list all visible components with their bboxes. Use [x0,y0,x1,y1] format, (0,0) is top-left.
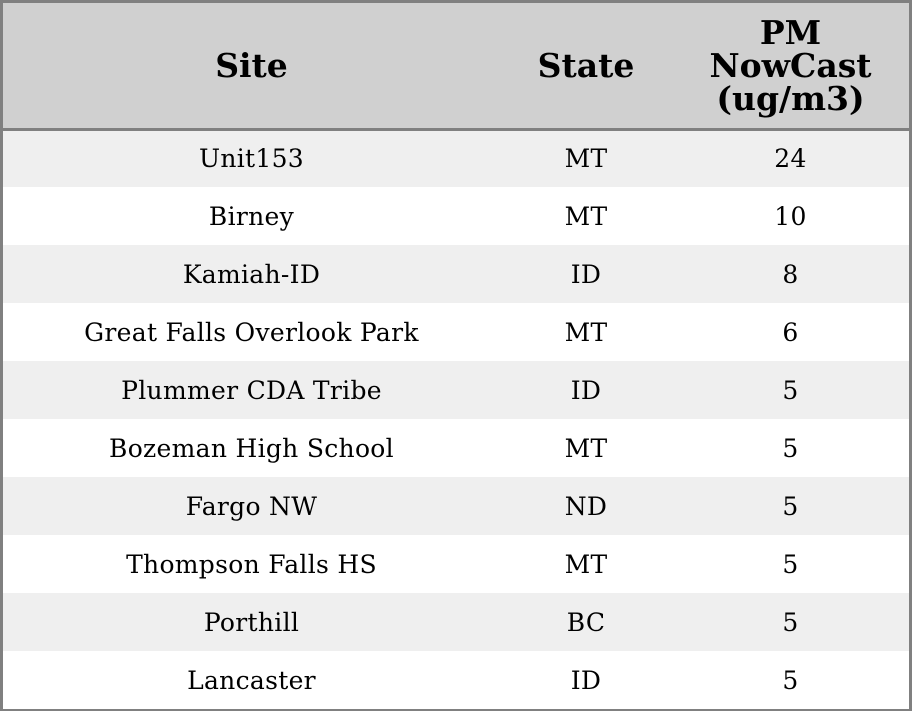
state-cell: BC [566,607,606,637]
table-row [3,187,909,245]
pm-header-line-2: NowCast [709,45,872,85]
table-row [3,361,909,419]
column-header-state: State [500,3,672,129]
table-body [3,129,909,709]
pm-value-cell: 5 [782,491,799,521]
table-row [3,419,909,477]
pm-value-cell: 10 [774,201,807,231]
site-cell: Great Falls Overlook Park [84,317,419,347]
column-header-pm-nowcast [672,3,909,129]
table-row [3,303,909,361]
state-cell: MT [564,433,608,463]
pm-value-cell: 6 [782,317,799,347]
site-cell: Kamiah-ID [182,259,321,289]
table-header [3,3,909,129]
pm-value-cell: 5 [782,607,799,637]
table-row [3,477,909,535]
pm-value-cell: 24 [774,144,807,174]
site-cell: Birney [208,201,295,231]
pm-header-line-3: (ug/m3) [716,78,865,118]
site-cell: Fargo NW [185,491,318,521]
state-cell: ID [570,375,602,405]
state-cell: MT [564,144,608,174]
header-row [3,3,909,129]
state-cell: ID [570,665,602,695]
table-row [3,535,909,593]
column-header-site: Site [3,3,500,129]
table-row [3,245,909,303]
state-cell: MT [564,549,608,579]
state-cell: MT [564,201,608,231]
table-row [3,593,909,651]
state-cell: MT [564,317,608,347]
site-cell: Lancaster [187,665,316,695]
table-row [3,129,909,187]
state-cell: ID [570,259,602,289]
table-row [3,651,909,709]
data-table [3,3,909,709]
pm-value-cell: 5 [782,375,799,405]
pm-value-cell: 5 [782,665,799,695]
pm-value-cell: 5 [782,433,799,463]
pm-header-line-1: PM [759,12,822,52]
site-cell: Bozeman High School [109,433,394,463]
site-cell: Thompson Falls HS [126,549,377,579]
pm-value-cell: 8 [782,259,799,289]
state-cell: ND [564,491,608,521]
site-cell: Unit153 [198,144,305,174]
pm-value-cell: 5 [782,549,799,579]
site-cell: Porthill [203,607,300,637]
site-cell: Plummer CDA Tribe [121,375,382,405]
